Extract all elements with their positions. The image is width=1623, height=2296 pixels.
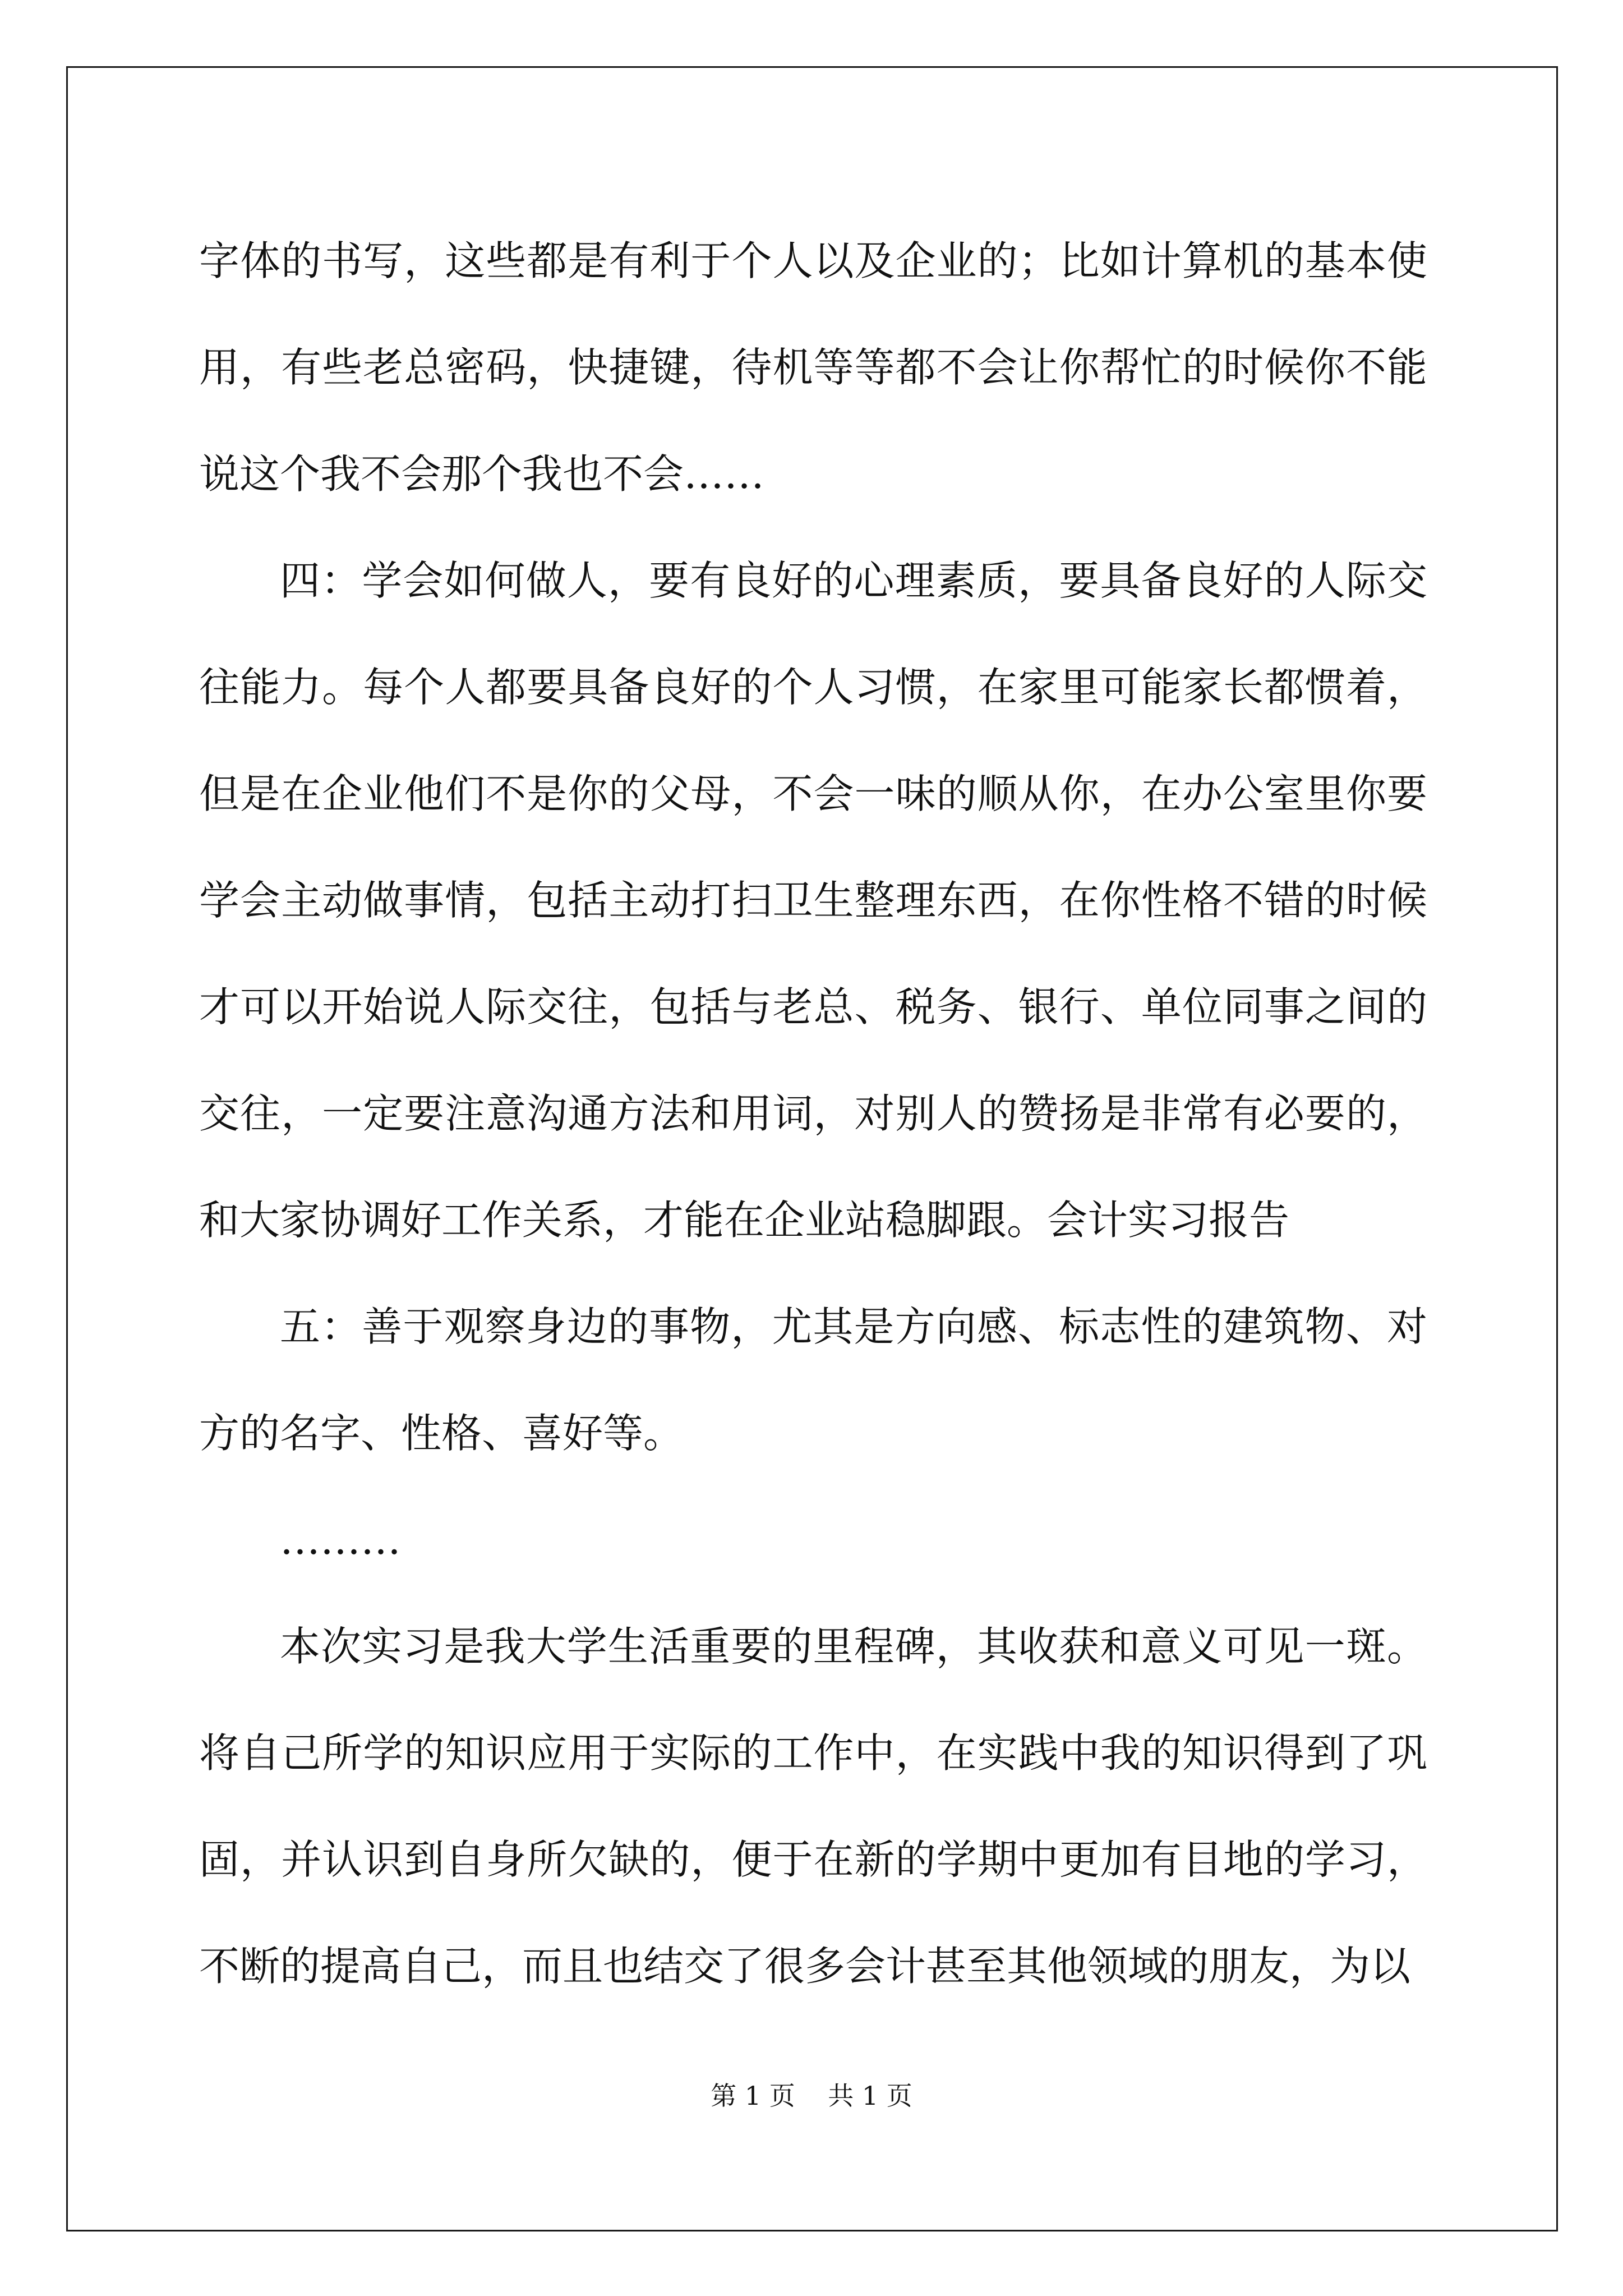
paragraph-ellipsis: ……… — [280, 1516, 401, 1563]
paragraph-conclusion: 本次实习是我大学生活重要的里程碑，其收获和意义可见一斑。将自己所学的知识应用于实际的工作中，在实践中我的知识得到了巩固，并认识到自身所欠缺的，便于在新的学期中更加有目地的学习，不断的提高自己，而且也结交了很多会计甚至其他领域的朋友，为以 — [199, 1623, 1427, 1990]
page-number-footer: 第 1 页 共 1 页 — [711, 2081, 912, 2111]
paragraph-continuation: 字体的书写，这些都是有利于个人以及企业的；比如计算机的基本使用，有些老总密码，快捷键，待机等等都不会让你帮忙的时候你不能说这个我不会那个我也不会…… — [199, 237, 1427, 498]
paragraph-section-four: 四：学会如何做人，要有良好的心理素质，要具备良好的人际交往能力。每个人都要具备良好的个人习惯，在家里可能家长都惯着，但是在企业他们不是你的父母，不会一味的顺从你，在办公室里你要学会主动做事情，包括主动打扫卫生整理东西，在你性格不错的时候才可以开始说人际交往，包括与老总、税务、银行、单位同事之间的交往，一定要注意沟通方法和用词，对别人的赞扬是非常有必要的，和大家协调好工作关系，才能在企业站稳脚跟。会计实习报告 — [199, 557, 1427, 1244]
paragraph-section-five: 五：善于观察身边的事物，尤其是方向感、标志性的建筑物、对方的名字、性格、喜好等。 — [199, 1303, 1427, 1457]
document-body — [199, 208, 1427, 2019]
